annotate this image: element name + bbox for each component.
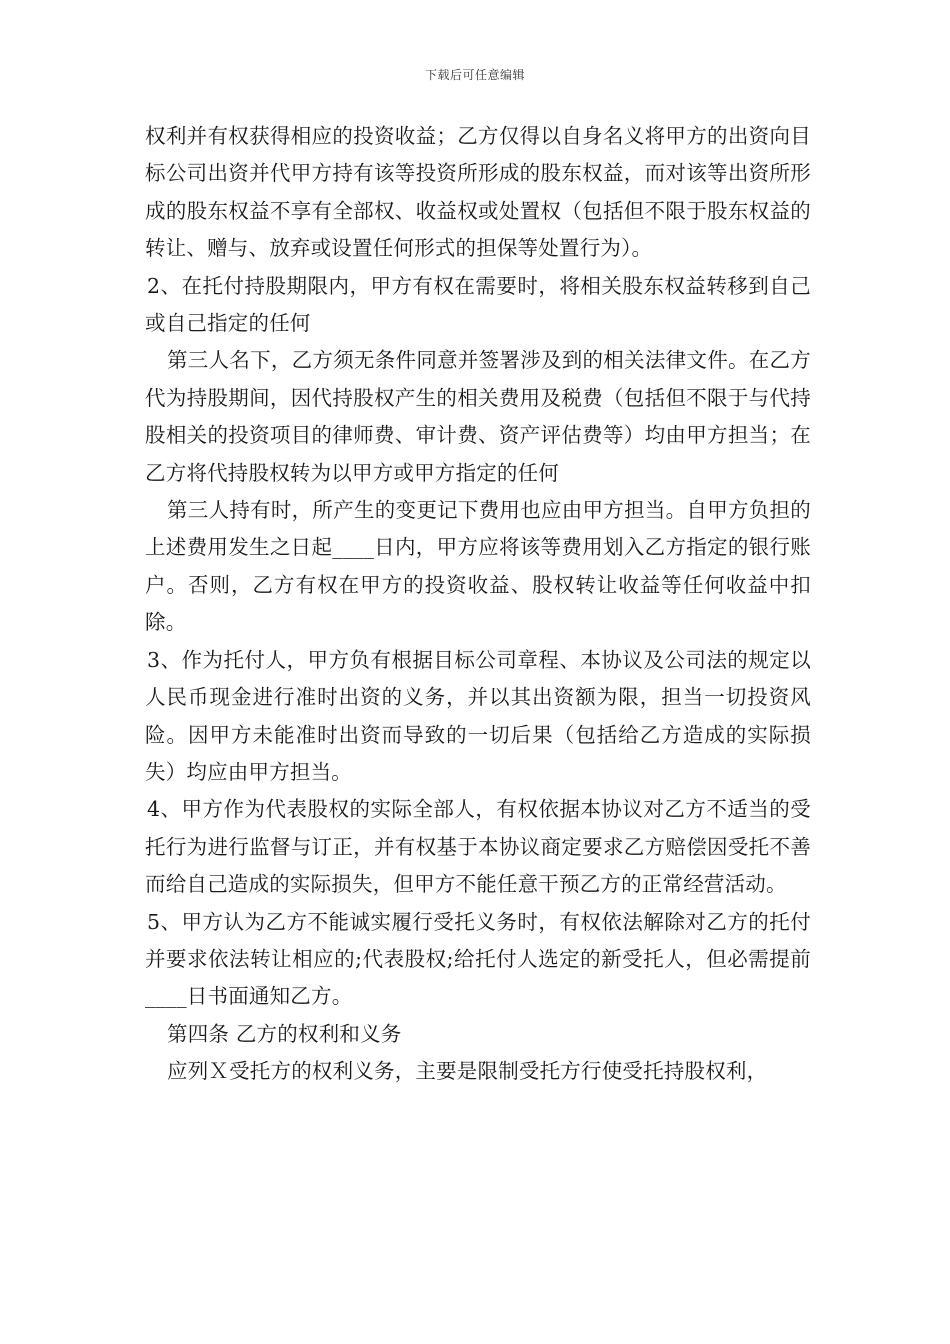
paragraph-6: 4、甲方作为代表股权的实际全部人，有权依据本协议对乙方不适当的受托行为进行监督与订正，并有权基于本协议商定要求乙方赔偿因受托不善而给自己造成的实际损失，但甲方不能任意干预乙方的正常经营活动。 — [145, 797, 811, 897]
paragraph-2: 2、在托付持股期限内，甲方有权在需要时，将相关股东权益转移到自己或自己指定的任何 — [145, 273, 811, 336]
document-body — [145, 118, 811, 1091]
page-header: 下载后可任意编辑 — [424, 68, 525, 82]
paragraph-1: 权利并有权获得相应的投资收益；乙方仅得以自身名义将甲方的出资向目标公司出资并代甲方持有该等投资所形成的股东权益，而对该等出资所形成的股东权益不享有全部权、收益权或处置权（包括但不限于股东权益的转让、赠与、放弃或设置任何形式的担保等处置行为）。 — [145, 124, 811, 261]
section-heading-article-4: 第四条 乙方的权利和义务 — [167, 1021, 402, 1046]
paragraph-4: 第三人持有时，所产生的变更记下费用也应由甲方担当。自甲方负担的上述费用发生之日起____日内，甲方应将该等费用划入乙方指定的银行账户。否则，乙方有权在甲方的投资收益、股权转让收益等任何收益中扣除。 — [145, 498, 811, 635]
paragraph-7: 5、甲方认为乙方不能诚实履行受托义务时，有权依法解除对乙方的托付并要求依法转让相应的;代表股权;给托付人选定的新受托人，但必需提前____日书面通知乙方。 — [145, 909, 811, 1009]
paragraph-8: 应列Ｘ受托方的权利义务，主要是限制受托方行使受托持股权利， — [167, 1059, 768, 1084]
paragraph-3: 第三人名下，乙方须无条件同意并签署涉及到的相关法律文件。在乙方代为持股期间，因代持股权产生的相关费用及税费（包括但不限于与代持股相关的投资项目的律师费、审计费、资产评估费等）均由甲方担当；在乙方将代持股权转为以甲方或甲方指定的任何 — [145, 348, 811, 485]
paragraph-5: 3、作为托付人，甲方负有根据目标公司章程、本协议及公司法的规定以人民币现金进行准时出资的义务，并以其出资额为限，担当一切投资风险。因甲方未能准时出资而导致的一切后果（包括给乙方造成的实际损失）均应由甲方担当。 — [145, 647, 811, 784]
